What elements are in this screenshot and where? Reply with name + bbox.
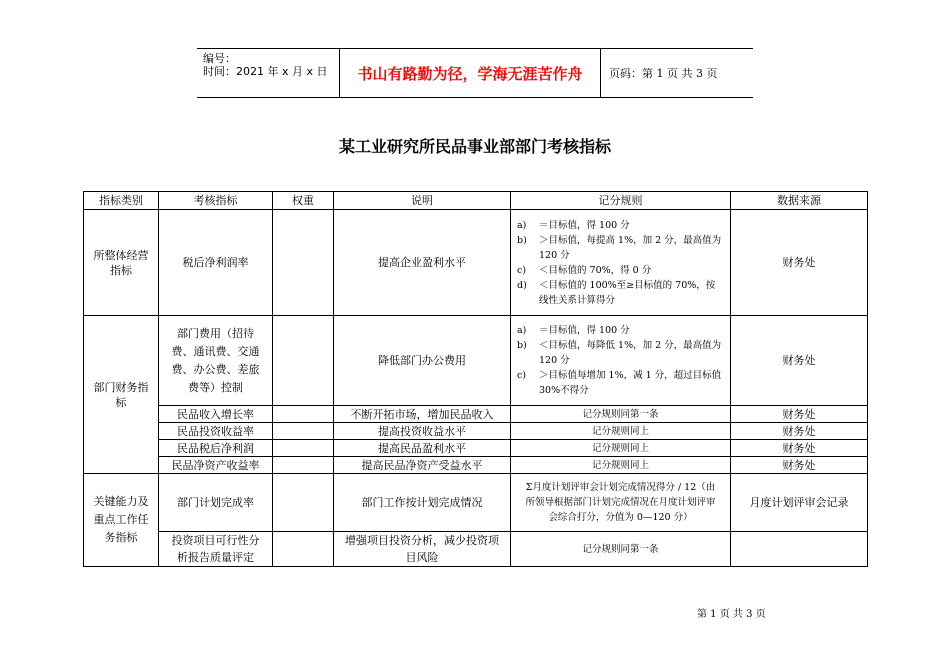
- table-row: [84, 316, 868, 406]
- weight-cell: [273, 457, 334, 474]
- description-cell: 提高民品净资产受益水平: [334, 457, 511, 474]
- source-cell: [731, 532, 868, 567]
- source-cell: 财务处: [731, 210, 868, 316]
- indicator-cell: 投资项目可行性分析报告质量评定: [159, 532, 273, 567]
- rules-cell: 记分规则同上: [511, 423, 731, 440]
- rule-item: c) ＞目标值每增加 1%，减 1 分，超过目标值 30%不得分: [517, 370, 722, 396]
- table-row: [84, 423, 868, 440]
- weight-cell: [273, 316, 334, 406]
- description-cell: 部门工作按计划完成情况: [334, 474, 511, 532]
- col-header-description: 说明: [334, 192, 511, 210]
- description-cell: 提高民品盈利水平: [334, 440, 511, 457]
- weight-cell: [273, 440, 334, 457]
- source-cell: 财务处: [731, 457, 868, 474]
- rule-item: a) ＝目标值，得 100 分: [517, 219, 630, 231]
- indicator-cell: 民品税后净利润: [159, 440, 273, 457]
- page-title: 某工业研究所民品事业部部门考核指标: [338, 137, 611, 156]
- rule-item: b) ＜目标值，每降低 1%，加 2 分，最高值为 120 分: [517, 340, 722, 366]
- indicator-cell: 部门计划完成率: [159, 474, 273, 532]
- col-header-source: 数据来源: [731, 192, 868, 210]
- description-cell: 不断开拓市场，增加民品收入: [334, 406, 511, 423]
- indicator-cell: 民品收入增长率: [159, 406, 273, 423]
- document-header: [197, 48, 753, 98]
- description-cell: 降低部门办公费用: [334, 316, 511, 406]
- indicator-cell: 税后净利润率: [159, 210, 273, 316]
- indicator-cell: 民品净资产收益率: [159, 457, 273, 474]
- table-row: [84, 457, 868, 474]
- category-cell: 所整体经营指标: [84, 210, 159, 316]
- description-cell: 提高企业盈利水平: [334, 210, 511, 316]
- rules-cell: 记分规则同第一条: [511, 406, 731, 423]
- source-cell: 财务处: [731, 423, 868, 440]
- source-cell: 财务处: [731, 406, 868, 423]
- col-header-rules: 记分规则: [511, 192, 731, 210]
- indicator-cell: 部门费用（招待费、通讯费、交通费、办公费、差旅费等）控制: [159, 316, 273, 406]
- source-cell: 月度计划评审会记录: [731, 474, 868, 532]
- category-cell: 关键能力及重点工作任务指标: [84, 474, 159, 567]
- indicator-cell: 民品投资收益率: [159, 423, 273, 440]
- code-label: 编号：: [203, 52, 236, 65]
- category-cell: 部门财务指标: [84, 316, 159, 474]
- weight-cell: [273, 210, 334, 316]
- source-cell: 财务处: [731, 316, 868, 406]
- rule-item: b) ＞目标值，每提高 1%，加 2 分，最高值为 120 分: [517, 234, 722, 261]
- col-header-indicator: 考核指标: [159, 192, 273, 210]
- header-page-info: 页码：第 1 页 共 3 页: [609, 67, 718, 80]
- table-row: [84, 406, 868, 423]
- weight-cell: [273, 532, 334, 567]
- rules-cell: 记分规则同第一条: [511, 532, 731, 567]
- description-cell: 提高投资收益水平: [334, 423, 511, 440]
- source-cell: 财务处: [731, 440, 868, 457]
- rules-cell: 记分规则同上: [511, 440, 731, 457]
- col-header-weight: 权重: [273, 192, 334, 210]
- page-footer: 第 1 页 共 3 页: [697, 609, 766, 620]
- table-row: [84, 210, 868, 316]
- rule-item: a) ＝目标值，得 100 分: [517, 325, 630, 336]
- table-row: [84, 474, 868, 532]
- rule-item: d) ＜目标值的 100%至≥目标值的 70%，按线性关系计算得分: [517, 279, 716, 306]
- rule-item: c) ＜目标值的 70%，得 0 分: [517, 264, 652, 276]
- rules-cell: [511, 316, 731, 406]
- weight-cell: [273, 474, 334, 532]
- col-header-category: 指标类别: [84, 192, 159, 210]
- rules-cell: 记分规则同上: [511, 457, 731, 474]
- weight-cell: [273, 406, 334, 423]
- weight-cell: [273, 423, 334, 440]
- table-header-row: [84, 192, 868, 210]
- rules-cell: Σ月度计划评审会计划完成情况得分 / 12（由所领导根据部门计划完成情况在月度计划评审会综合打分，分值为 0—120 分）: [511, 474, 731, 532]
- description-cell: 增强项目投资分析，减少投资项目风险: [334, 532, 511, 567]
- table-row: [84, 532, 868, 567]
- header-motto: 书山有路勤为径，学海无涯苦作舟: [339, 49, 601, 97]
- rules-cell: [511, 210, 731, 316]
- header-meta: [197, 49, 339, 97]
- time-label: 时间：2021 年 x 月 x 日: [203, 65, 328, 78]
- table-row: [84, 440, 868, 457]
- indicator-table: [83, 191, 868, 567]
